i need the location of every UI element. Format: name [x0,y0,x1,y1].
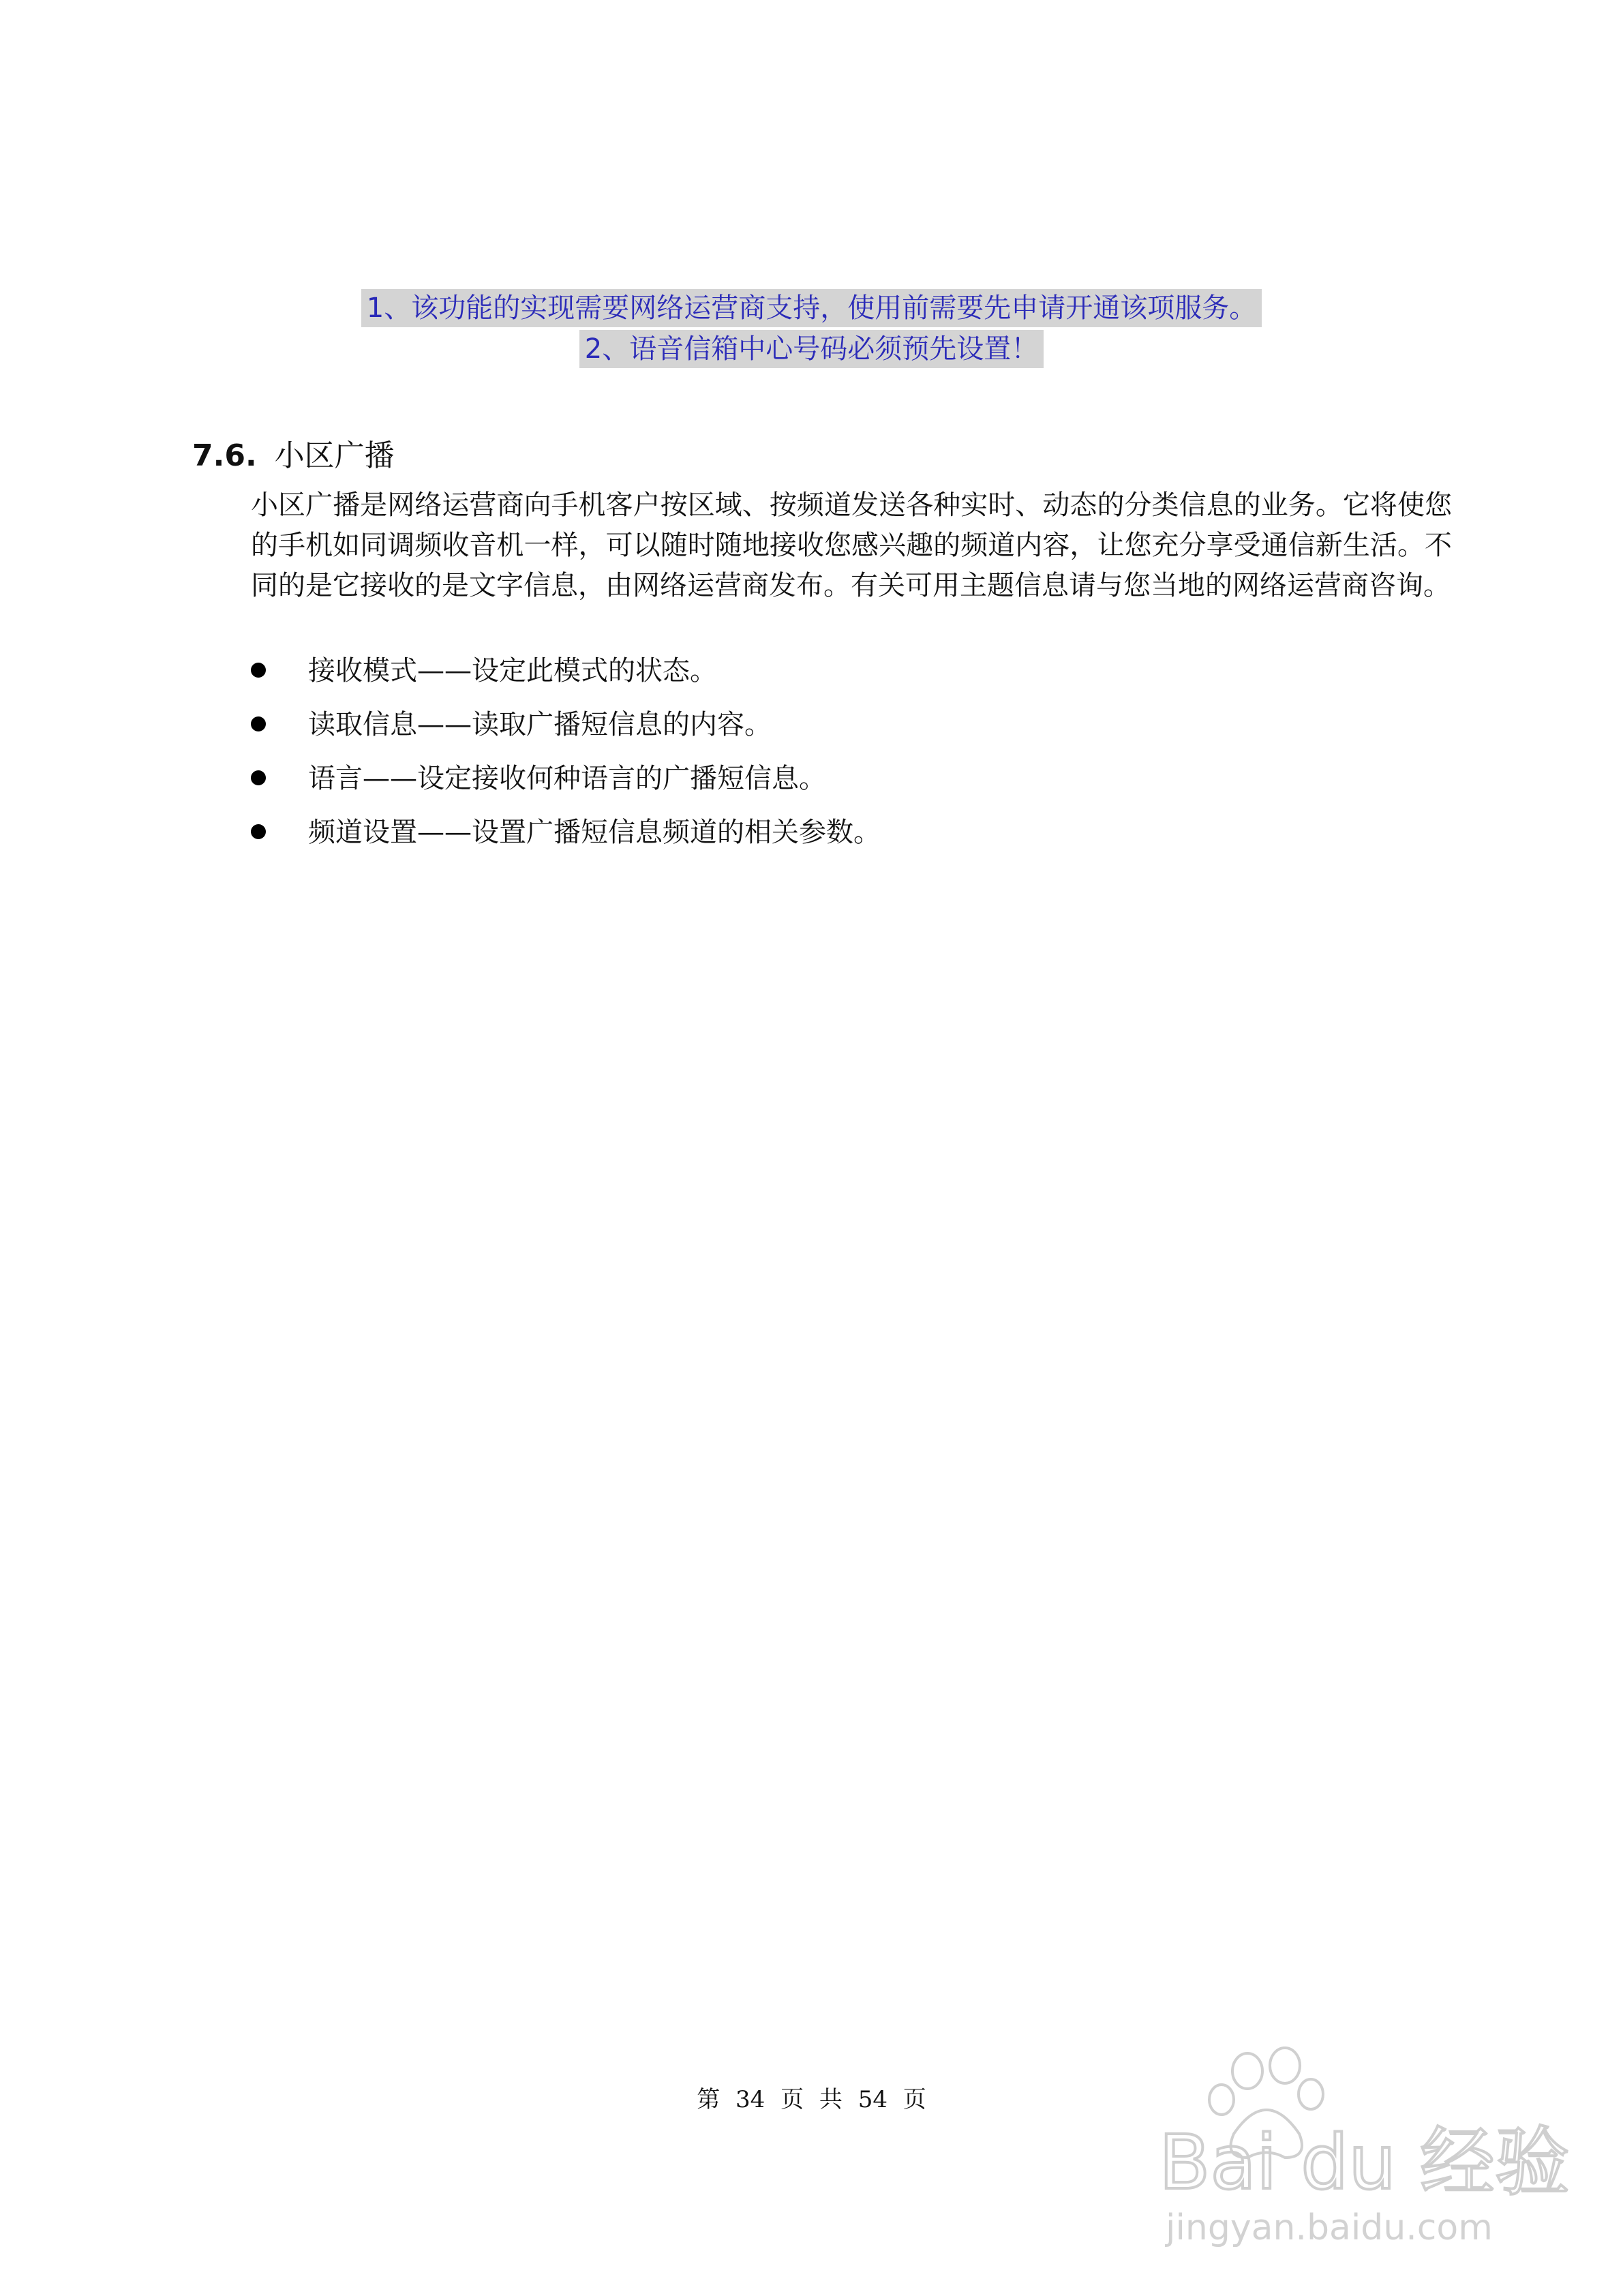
bullet-icon [251,716,266,731]
bullet-icon [251,663,266,678]
feature-list [251,651,881,866]
notice-line-2: 2、语音信箱中心号码必须预先设置！ [579,330,1044,368]
section-title: 小区广播 [274,438,395,473]
list-item: 接收模式——设定此模式的状态。 [251,651,881,705]
list-item: 读取信息——读取广播短信息的内容。 [251,705,881,759]
current-page: 34 [735,2086,765,2113]
page-footer: 第 34 页 共 54 页 [697,2086,926,2113]
list-item: 语言——设定接收何种语言的广播短信息。 [251,759,881,813]
section-number: 7.6. [192,438,257,473]
watermark-logo: Bai du 经验 [1159,2119,1570,2206]
bullet-icon [251,770,266,785]
bullet-icon [251,824,266,839]
watermark-url: jingyan.baidu.com [1166,2207,1493,2248]
notice-line-1: 1、该功能的实现需要网络运营商支持，使用前需要先申请开通该项服务。 [361,289,1262,327]
section-heading [192,431,395,474]
list-item: 频道设置——设置广播短信息频道的相关参数。 [251,813,881,866]
notice-box [0,289,1623,371]
baidu-jingyan-watermark [1145,2045,1570,2250]
section-paragraph: 小区广播是网络运营商向手机客户按区域、按频道发送各种实时、动态的分类信息的业务。它将使您的手机如同调频收音机一样，可以随时随地接收您感兴趣的频道内容，让您充分享受通信新生活。不同的是它接收的是文字信息，由网络运营商发布。有关可用主题信息请与您当地的网络运营商咨询。 [251,489,1452,601]
total-pages: 54 [858,2086,888,2113]
